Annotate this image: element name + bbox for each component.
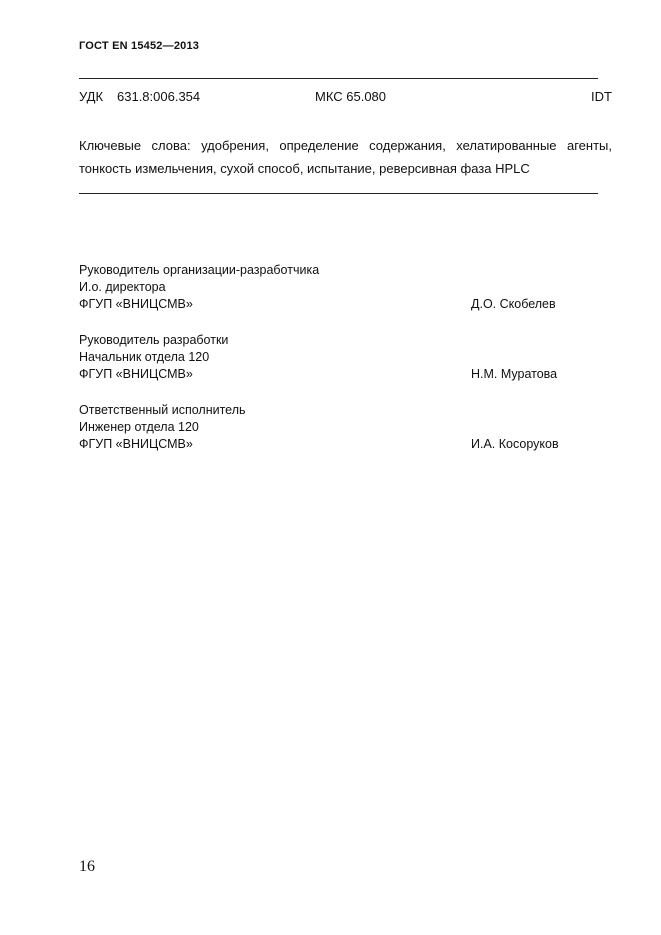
signature-name: Д.О. Скобелев (471, 297, 556, 311)
signature-name: Н.М. Муратова (471, 367, 558, 381)
signature-organization: ФГУП «ВНИЦСМВ» (79, 297, 193, 311)
signature-organization: ФГУП «ВНИЦСМВ» (79, 437, 193, 451)
signature-block-executor (79, 402, 599, 453)
signature-org-line (79, 296, 599, 313)
signature-position: Инженер отдела 120 (79, 420, 199, 434)
signature-role: Руководитель организации-разработчика (79, 263, 320, 277)
mks-code: МКС 65.080 (315, 89, 387, 104)
signature-block-lead (79, 332, 599, 383)
signature-organization: ФГУП «ВНИЦСМВ» (79, 367, 193, 381)
signature-block-head (79, 262, 599, 313)
signature-org-line (79, 366, 599, 383)
signature-org-line (79, 436, 599, 453)
signature-role: Руководитель разработки (79, 333, 229, 347)
page-number: 16 (79, 858, 95, 875)
top-divider (79, 78, 598, 79)
signature-position: И.о. директора (79, 280, 166, 294)
udk-label: УДК (79, 89, 104, 104)
signature-position: Начальник отдела 120 (79, 350, 210, 364)
page-header-standard: ГОСТ EN 15452—2013 (79, 40, 200, 52)
classification-row (79, 89, 612, 105)
udk-value: 631.8:006.354 (117, 89, 201, 104)
keywords-paragraph: Ключевые слова: удобрения, определение содержания, хелатированные агенты, тонкость измельчения, сухой способ, испытание, реверсивная фаза HPLC (79, 138, 612, 176)
idt-mark: IDT (591, 89, 612, 104)
signature-name: И.А. Косоруков (471, 437, 559, 451)
signature-role: Ответственный исполнитель (79, 403, 246, 417)
bottom-divider (79, 193, 598, 194)
